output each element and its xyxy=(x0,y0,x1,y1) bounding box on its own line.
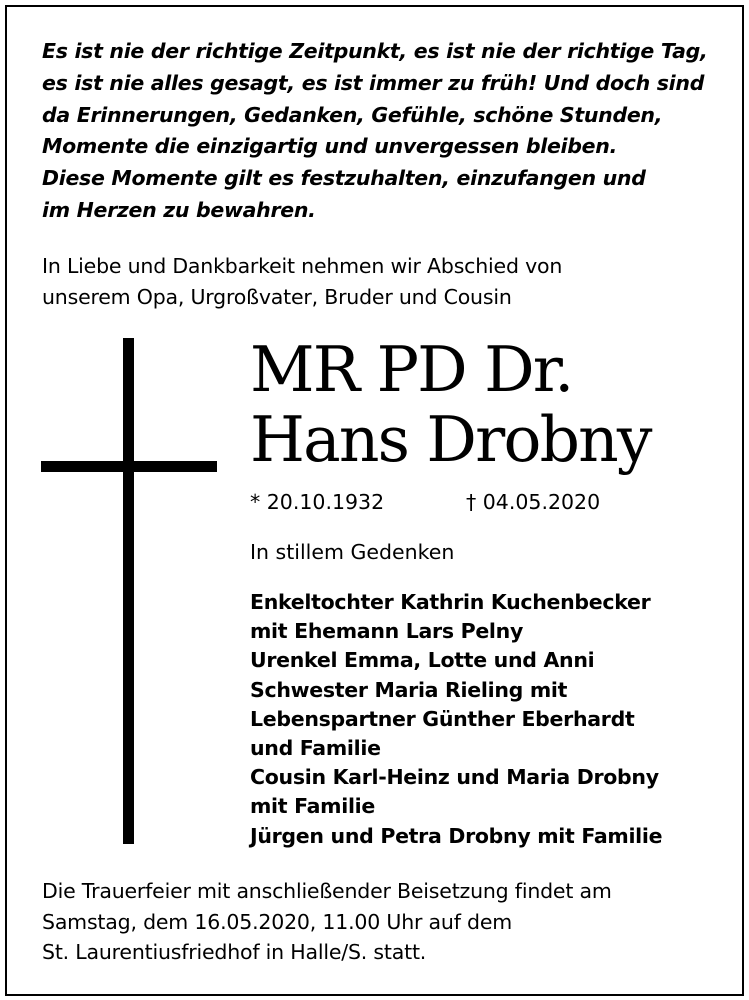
intro-line: In Liebe und Dankbarkeit nehmen wir Abschied von xyxy=(42,254,563,278)
mourner-line: Lebenspartner Günther Eberhardt xyxy=(250,706,635,731)
intro-line: unserem Opa, Urgroßvater, Bruder und Cousin xyxy=(42,285,512,309)
poem-line: Diese Momente gilt es festzuhalten, einzufangen und xyxy=(42,166,646,191)
cross-icon-horizontal-bar xyxy=(41,461,217,472)
poem-line: im Herzen zu bewahren. xyxy=(42,197,316,222)
memorial-text: In stillem Gedenken xyxy=(250,540,455,564)
mourner-line: Enkeltochter Kathrin Kuchenbecker xyxy=(250,590,651,614)
poem-line: da Erinnerungen, Gedanken, Gefühle, schöne Stunden, xyxy=(42,102,663,127)
mourner-line: Jürgen und Petra Drobny mit Familie xyxy=(250,823,663,848)
mourner-line: Cousin Karl-Heinz und Maria Drobny xyxy=(250,765,659,790)
deceased-title: MR PD Dr. xyxy=(250,333,573,406)
mourner-line: Schwester Maria Rieling mit xyxy=(250,677,568,702)
funeral-line: St. Laurentiusfriedhof in Halle/S. statt. xyxy=(42,940,427,964)
poem-line: es ist nie alles gesagt, es ist immer zu früh! Und doch sind xyxy=(42,70,705,95)
mourner-line: Urenkel Emma, Lotte und Anni xyxy=(250,648,595,673)
birth-date: * 20.10.1932 xyxy=(250,490,385,514)
funeral-line: Samstag, dem 16.05.2020, 11.00 Uhr auf dem xyxy=(42,909,513,934)
poem-block xyxy=(42,36,722,227)
poem-line: Momente die einzigartig und unvergessen bleiben. xyxy=(42,134,618,159)
intro-block xyxy=(42,251,722,313)
funeral-line: Die Trauerfeier mit anschließender Beisetzung findet am xyxy=(42,879,612,903)
poem-line: Es ist nie der richtige Zeitpunkt, es ist nie der richtige Tag, xyxy=(42,39,708,63)
mourner-line: mit Ehemann Lars Pelny xyxy=(250,619,524,644)
funeral-details xyxy=(42,876,722,968)
life-dates xyxy=(250,487,720,517)
mourner-line: mit Familie xyxy=(250,794,376,819)
deceased-name-block xyxy=(250,335,720,475)
deceased-name: Hans Drobny xyxy=(250,403,651,476)
cross-icon-vertical-bar xyxy=(123,338,134,844)
death-date: † 04.05.2020 xyxy=(466,490,601,514)
mourners-list xyxy=(250,588,720,851)
mourner-line: und Familie xyxy=(250,736,381,761)
